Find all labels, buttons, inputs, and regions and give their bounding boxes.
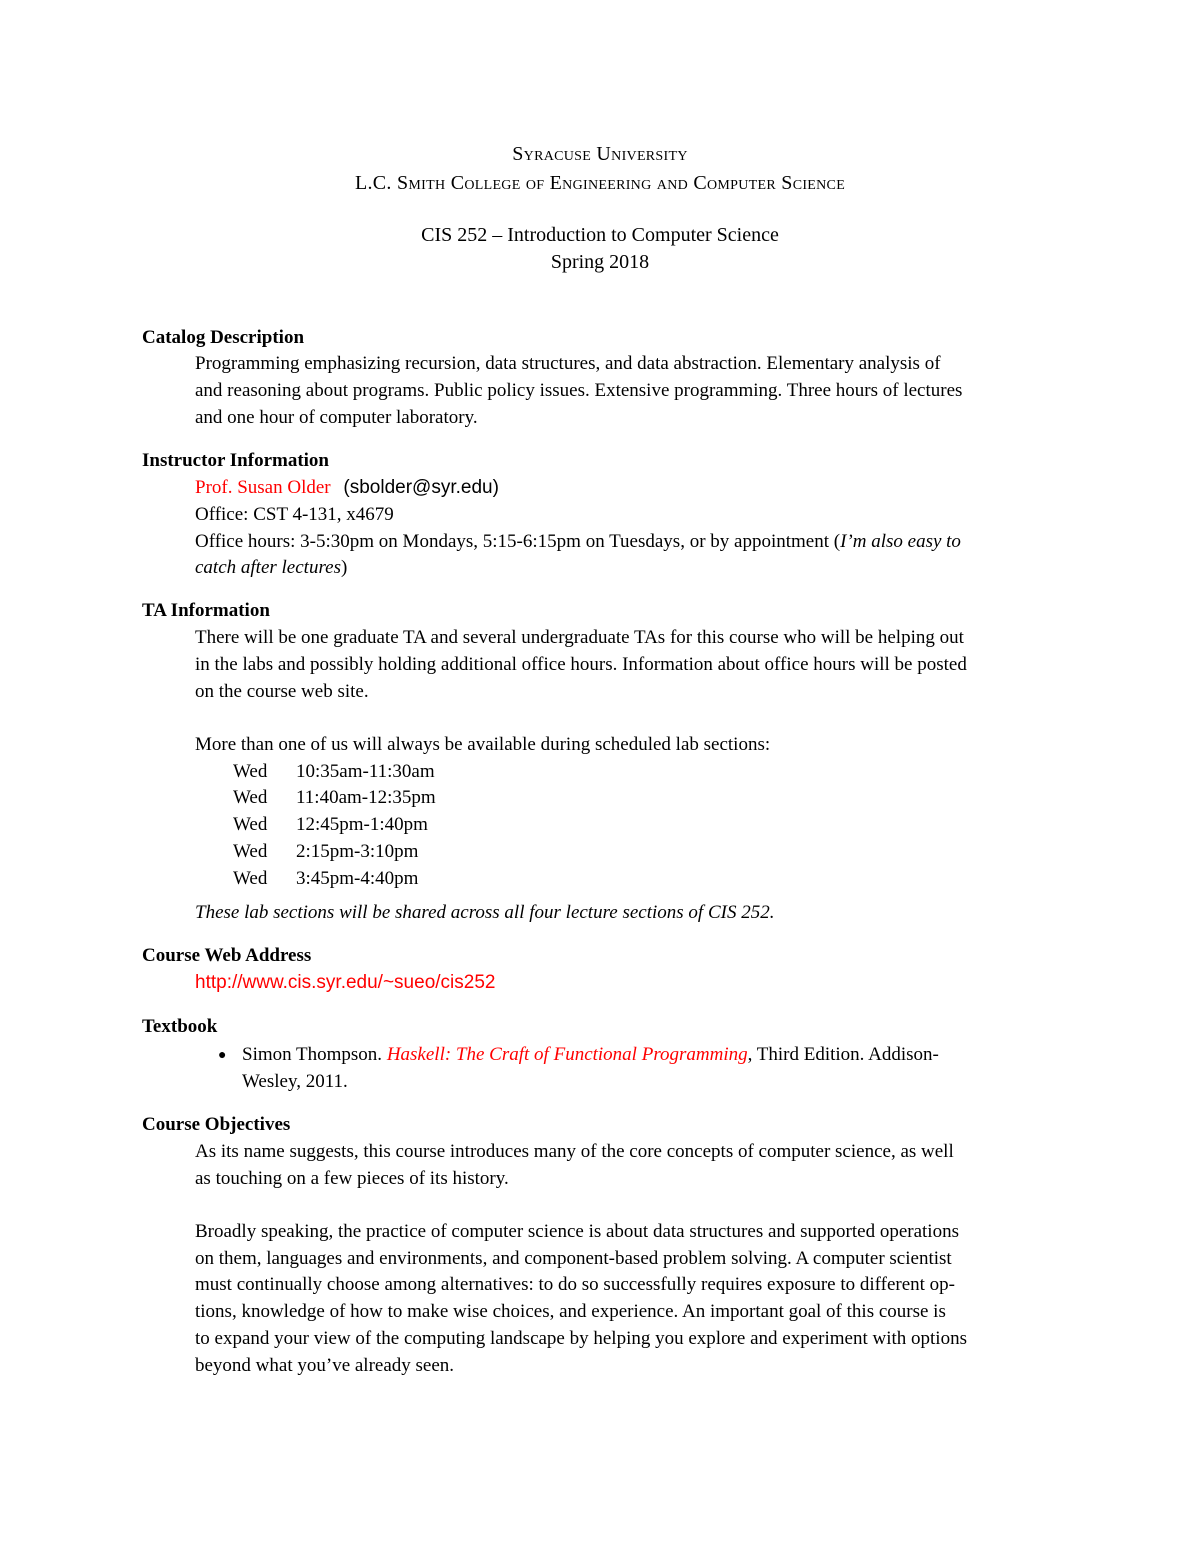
catalog-heading: Catalog Description [142, 327, 305, 348]
instructor-contact [195, 477, 499, 499]
lab-day: Wed [233, 814, 268, 835]
ta-line: on the course web site. [195, 681, 369, 702]
university-name: Syracuse University [512, 143, 688, 165]
course-title: CIS 252 – Introduction to Computer Science [421, 224, 779, 246]
college-name: L.C. Smith College of Engineering and Computer Science [354, 172, 846, 194]
office-hours-close: ) [340, 557, 348, 578]
objectives-line: on them, languages and environments, and component-based problem solving. A computer scientist [195, 1248, 952, 1269]
ta-line: in the labs and possibly holding additional office hours. Information about office hours will be posted [195, 654, 967, 675]
objectives-heading: Course Objectives [142, 1114, 291, 1135]
textbook-edition: , Third Edition. Addison- [747, 1044, 939, 1065]
office-hours-note: catch after lectures [195, 557, 341, 578]
objectives-line: tions, knowledge of how to make wise choices, and experience. An important goal of this course is [195, 1301, 946, 1322]
course-url-link[interactable]: http://www.cis.syr.edu/~sueo/cis252 [195, 972, 496, 993]
objectives-line: must continually choose among alternatives: to do so successfully requires exposure to different op- [195, 1274, 955, 1295]
office-hours-note: I’m also easy to [840, 531, 961, 552]
objectives-line: to expand your view of the computing landscape by helping you explore and experiment with options [195, 1328, 967, 1349]
textbook-title-link[interactable]: Haskell: The Craft of Functional Programming [386, 1044, 748, 1065]
objectives-line: As its name suggests, this course introduces many of the core concepts of computer science, as well [195, 1141, 954, 1162]
ta-heading: TA Information [142, 600, 270, 621]
catalog-line: Programming emphasizing recursion, data structures, and data abstraction. Elementary analysis of [195, 353, 941, 374]
lab-day: Wed [233, 761, 268, 782]
instructor-heading: Instructor Information [142, 450, 330, 471]
lab-day: Wed [233, 841, 268, 862]
objectives-line: as touching on a few pieces of its history. [195, 1168, 509, 1189]
lab-time: 3:45pm-4:40pm [296, 868, 419, 889]
office-hours-text: Office hours: 3-5:30pm on Mondays, 5:15-6:15pm on Tuesdays, or by appointment ( [195, 531, 841, 552]
objectives-line: beyond what you’ve already seen. [195, 1355, 455, 1376]
course-term: Spring 2018 [550, 251, 650, 273]
lab-time: 12:45pm-1:40pm [296, 814, 428, 835]
textbook-heading: Textbook [142, 1016, 218, 1037]
lab-time: 10:35am-11:30am [296, 761, 435, 782]
catalog-line: and one hour of computer laboratory. [195, 407, 478, 428]
lab-time: 2:15pm-3:10pm [296, 841, 419, 862]
lab-time: 11:40am-12:35pm [296, 787, 436, 808]
lab-day: Wed [233, 787, 268, 808]
lab-day: Wed [233, 868, 268, 889]
textbook-publisher: Wesley, 2011. [242, 1071, 348, 1092]
catalog-line: and reasoning about programs. Public policy issues. Extensive programming. Three hours of lectures [195, 380, 963, 401]
textbook-entry [242, 1044, 939, 1066]
textbook-author: Simon Thompson. [242, 1044, 387, 1065]
office-hours-line [195, 557, 347, 579]
instructor-email[interactable]: (sbolder@syr.edu) [343, 477, 499, 498]
bullet-icon: ● [218, 1048, 227, 1063]
instructor-office: Office: CST 4-131, x4679 [195, 504, 394, 525]
web-heading: Course Web Address [142, 945, 312, 966]
office-hours-line [195, 531, 961, 553]
objectives-line: Broadly speaking, the practice of computer science is about data structures and supported operations [195, 1221, 959, 1242]
instructor-name-link[interactable]: Prof. Susan Older [195, 477, 331, 498]
lab-note: These lab sections will be shared across all four lecture sections of CIS 252. [195, 902, 775, 923]
ta-line: There will be one graduate TA and several undergraduate TAs for this course who will be helping out [195, 627, 964, 648]
lab-intro: More than one of us will always be available during scheduled lab sections: [195, 734, 771, 755]
